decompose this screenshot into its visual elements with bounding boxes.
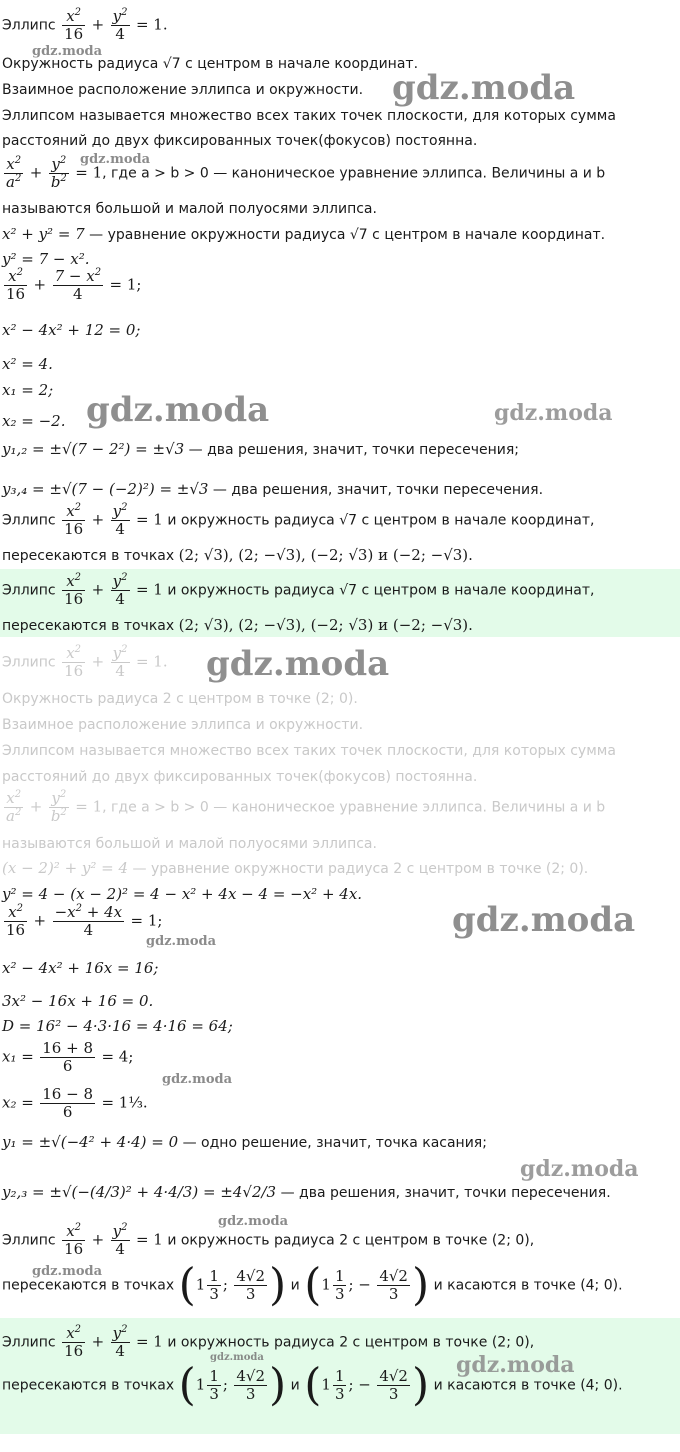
task2-canonical: $\frac{x^2}{a^2}$ + $\frac{y^2}{b^2}$ = 1, где a > b > 0 — каноническое уравнение эллипса. Величины a и b: [6, 789, 606, 825]
watermark: gdz.moda: [206, 644, 390, 684]
task1-circle-equation: x² + y² = 7 — уравнение окружности радиуса √7 с центром в начале координат.: [2, 225, 606, 243]
task1-canonical: $\frac{x^2}{a^2}$ + $\frac{y^2}{b^2}$ = 1, где a > b > 0 — каноническое уравнение эллипса. Величины a и b: [6, 155, 606, 191]
task1-circle-condition: Окружность радиуса √7 с центром в начале координат.: [2, 56, 419, 72]
task1-conclusion-2: пересекаются в точках (2; √3), (2; −√3), (−2; √3) и (−2; −√3).: [2, 546, 473, 564]
task2-step-4: 3x² − 16x + 16 = 0.: [2, 992, 154, 1010]
task2-step-7: x₂ = $\frac{16 - 8}{6}$ = 1⅓.: [2, 1085, 148, 1121]
task2-step-6: x₁ = $\frac{16 + 8}{6}$ = 4;: [2, 1039, 134, 1075]
watermark: gdz.moda: [392, 68, 576, 108]
task2-step-5: D = 16² − 4·3·16 = 4·16 = 64;: [2, 1017, 233, 1035]
watermark: gdz.moda: [80, 152, 151, 167]
task1-step-5: x₁ = 2;: [2, 381, 54, 399]
task2-conclusion-1: Эллипс $\frac{x^2}{16}$ + $\frac{y^2}{4}$ = 1 и окружность радиуса 2 с центром в точке (2; 0),: [2, 1222, 535, 1258]
watermark: gdz.moda: [218, 1214, 289, 1229]
task1-condition: Эллипс $\frac{x^2}{16}$ + $\frac{y^2}{4}$ = 1.: [2, 7, 168, 43]
task2-definition-2: расстояний до двух фиксированных точек(фокусов) постоянна.: [2, 769, 478, 785]
task2-step-1: y² = 4 − (x − 2)² = 4 − x² + 4x − 4 = −x² + 4x.: [2, 885, 363, 903]
task1-topic: Взаимное расположение эллипса и окружности.: [2, 82, 364, 98]
task1-step-6: x₂ = −2.: [2, 412, 66, 430]
task2-circle-equation: (x − 2)² + y² = 4 — уравнение окружности радиуса 2 с центром в точке (2; 0).: [2, 859, 589, 877]
watermark: gdz.moda: [456, 1352, 575, 1378]
task2-circle-condition: Окружность радиуса 2 с центром в точке (2; 0).: [2, 691, 358, 707]
watermark: gdz.moda: [86, 390, 270, 430]
task2-step-3: x² − 4x² + 16x = 16;: [2, 959, 159, 977]
task1-step-2: $\frac{x^2}{16}$ + $\frac{7 - x^2}{4}$ = 1;: [6, 267, 142, 303]
task1-step-4: x² = 4.: [2, 355, 53, 373]
task2-step-8: y₁ = ±√(−4² + 4·4) = 0 — одно решение, значит, точка касания;: [2, 1133, 487, 1151]
task1-semiaxes: называются большой и малой полуосями эллипса.: [2, 201, 377, 217]
watermark: gdz.moda: [210, 1352, 264, 1363]
task1-step-3: x² − 4x² + 12 = 0;: [2, 321, 141, 339]
watermark: gdz.moda: [32, 1264, 103, 1279]
task2-topic: Взаимное расположение эллипса и окружности.: [2, 717, 364, 733]
watermark: gdz.moda: [494, 400, 613, 426]
task2-definition-1: Эллипсом называется множество всех таких точек плоскости, для которых сумма: [2, 743, 616, 759]
task2-semiaxes: называются большой и малой полуосями эллипса.: [2, 836, 377, 852]
task1-step-8: y₃,₄ = ±√(7 − (−2)²) = ±√3 — два решения, значит, точки пересечения.: [2, 480, 544, 498]
task2-answer-1: Эллипс $\frac{x^2}{16}$ + $\frac{y^2}{4}$ = 1 и окружность радиуса 2 с центром в точке (2; 0),: [2, 1324, 535, 1360]
watermark: gdz.moda: [452, 900, 636, 940]
task1-definition-1: Эллипсом называется множество всех таких точек плоскости, для которых сумма: [2, 108, 616, 124]
task2-conclusion-2: пересекаются в точках (1 $\frac{1}{3}$ ; $\frac{4√2}{3}$ ) и (1 $\frac{1}{3}$ ; − $\frac{4√2}{3}$ ) и касаются в точке (4; 0).: [2, 1259, 623, 1311]
watermark: gdz.moda: [32, 44, 103, 59]
task1-step-7: y₁,₂ = ±√(7 − 2²) = ±√3 — два решения, значит, точки пересечения;: [2, 440, 520, 458]
watermark: gdz.moda: [520, 1156, 639, 1182]
task2-answer-2: пересекаются в точках (1 $\frac{1}{3}$ ; $\frac{4√2}{3}$ ) и (1 $\frac{1}{3}$ ; − $\frac{4√2}{3}$ ) и касаются в точке (4; 0).: [2, 1359, 623, 1411]
task2-condition: Эллипс $\frac{x^2}{16}$ + $\frac{y^2}{4}$ = 1.: [2, 644, 168, 680]
watermark: gdz.moda: [146, 934, 217, 949]
task1-step-1: y² = 7 − x².: [2, 250, 90, 268]
task1-answer-2: пересекаются в точках (2; √3), (2; −√3), (−2; √3) и (−2; −√3).: [2, 616, 473, 634]
task1-answer-1: Эллипс $\frac{x^2}{16}$ + $\frac{y^2}{4}$ = 1 и окружность радиуса √7 с центром в начале координат,: [2, 572, 595, 608]
watermark: gdz.moda: [162, 1072, 233, 1087]
task1-definition-2: расстояний до двух фиксированных точек(фокусов) постоянна.: [2, 133, 478, 149]
task1-conclusion-1: Эллипс $\frac{x^2}{16}$ + $\frac{y^2}{4}$ = 1 и окружность радиуса √7 с центром в начале координат,: [2, 502, 595, 538]
task2-step-9: y₂,₃ = ±√(−(4/3)² + 4·4/3) = ±4√2/3 — два решения, значит, точки пересечения.: [2, 1183, 611, 1201]
task2-step-2: $\frac{x^2}{16}$ + $\frac{-x^2 + 4x}{4}$ = 1;: [6, 903, 163, 939]
